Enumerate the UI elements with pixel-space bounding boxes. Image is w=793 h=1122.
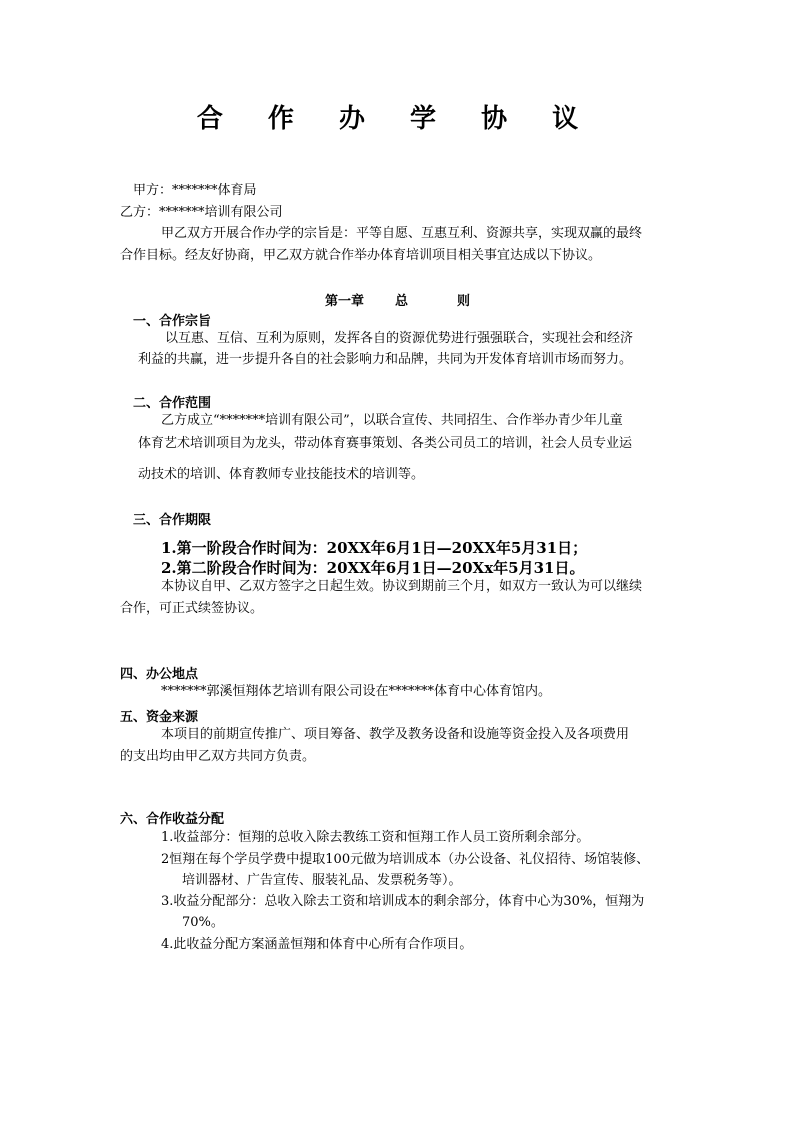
section-1-line-2: 利益的共赢，进一步提升各自的社会影响力和品牌，共同为开发体育培训市场而努力。 [138, 352, 633, 367]
section-4-line: *******郭溪恒翔体艺培训有限公司设在*******体育中心体育馆内。 [161, 684, 552, 699]
list-item: 3.收益分配部分：总收入除去工资和培训成本的剩余部分，体育中心为30%，恒翔为 [161, 894, 645, 909]
section-heading-1: 一、合作宗旨 [133, 314, 212, 329]
section-3-line-1: 本协议自甲、乙双方签字之日起生效。协议到期前三个月，如双方一致认为可以继续 [161, 579, 643, 594]
intro-line-1: 甲乙双方开展合作办学的宗旨是：平等自愿、互惠互利、资源共享，实现双赢的最终 [161, 226, 643, 241]
section-3-line-2: 合作，可正式续签协议。 [120, 601, 264, 616]
document-title: 合 作 办 学 协 议 [196, 104, 597, 134]
list-item: 4.此收益分配方案涵盖恒翔和体育中心所有合作项目。 [161, 937, 473, 952]
section-2-line-3: 动技术的培训、体育教师专业技能技术的培训等。 [138, 467, 425, 482]
chapter-word-1: 总 [395, 294, 409, 309]
section-5-line-2: 的支出均由甲乙双方共同方负责。 [120, 749, 316, 764]
list-item: 1.收益部分：恒翔的总收入除去教练工资和恒翔工作人员工资所剩余部分。 [161, 830, 590, 845]
list-item: 2恒翔在每个学员学费中提取100元做为培训成本（办公设备、礼仪招待、场馆装修、 [161, 852, 650, 867]
phase-1: 1.第一阶段合作时间为：20XX年6月1日—20XX年5月31日； [161, 539, 588, 557]
list-item: 70%。 [182, 915, 224, 930]
section-1-line-1: 以互惠、互信、互利为原则，发挥各自的资源优势进行强强联合，实现社会和经济 [165, 331, 634, 346]
section-heading-4: 四、办公地点 [120, 667, 199, 682]
section-2-line-2: 体育艺术培训项目为龙头，带动体育赛事策划、各类公司员工的培训，社会人员专业运 [138, 436, 633, 451]
section-heading-3: 三、合作期限 [133, 513, 212, 528]
section-2-line-1: 乙方成立“*******培训有限公司”，以联合宣传、共同招生、合作举办青少年儿童 [161, 413, 623, 428]
section-heading-5: 五、资金来源 [120, 710, 199, 725]
party-a: 甲方：*******体育局 [133, 183, 257, 198]
intro-line-2: 合作目标。经友好协商，甲乙双方就合作举办体育培训项目相关事宜达成以下协议。 [120, 248, 602, 263]
chapter-number: 第一章 [325, 294, 365, 309]
chapter-word-2: 则 [457, 294, 471, 309]
list-item: 培训器材、广告宣传、服装礼品、发票税务等）。 [182, 873, 462, 888]
section-5-line-1: 本项目的前期宣传推广、项目筹备、教学及教务设备和设施等资金投入及各项费用 [161, 727, 630, 742]
section-heading-2: 二、合作范围 [133, 396, 212, 411]
section-heading-6: 六、合作收益分配 [120, 812, 225, 827]
phase-2: 2.第二阶段合作时间为：20XX年6月1日—20Xx年5月31日。 [161, 559, 585, 577]
party-b: 乙方：*******培训有限公司 [120, 205, 283, 220]
